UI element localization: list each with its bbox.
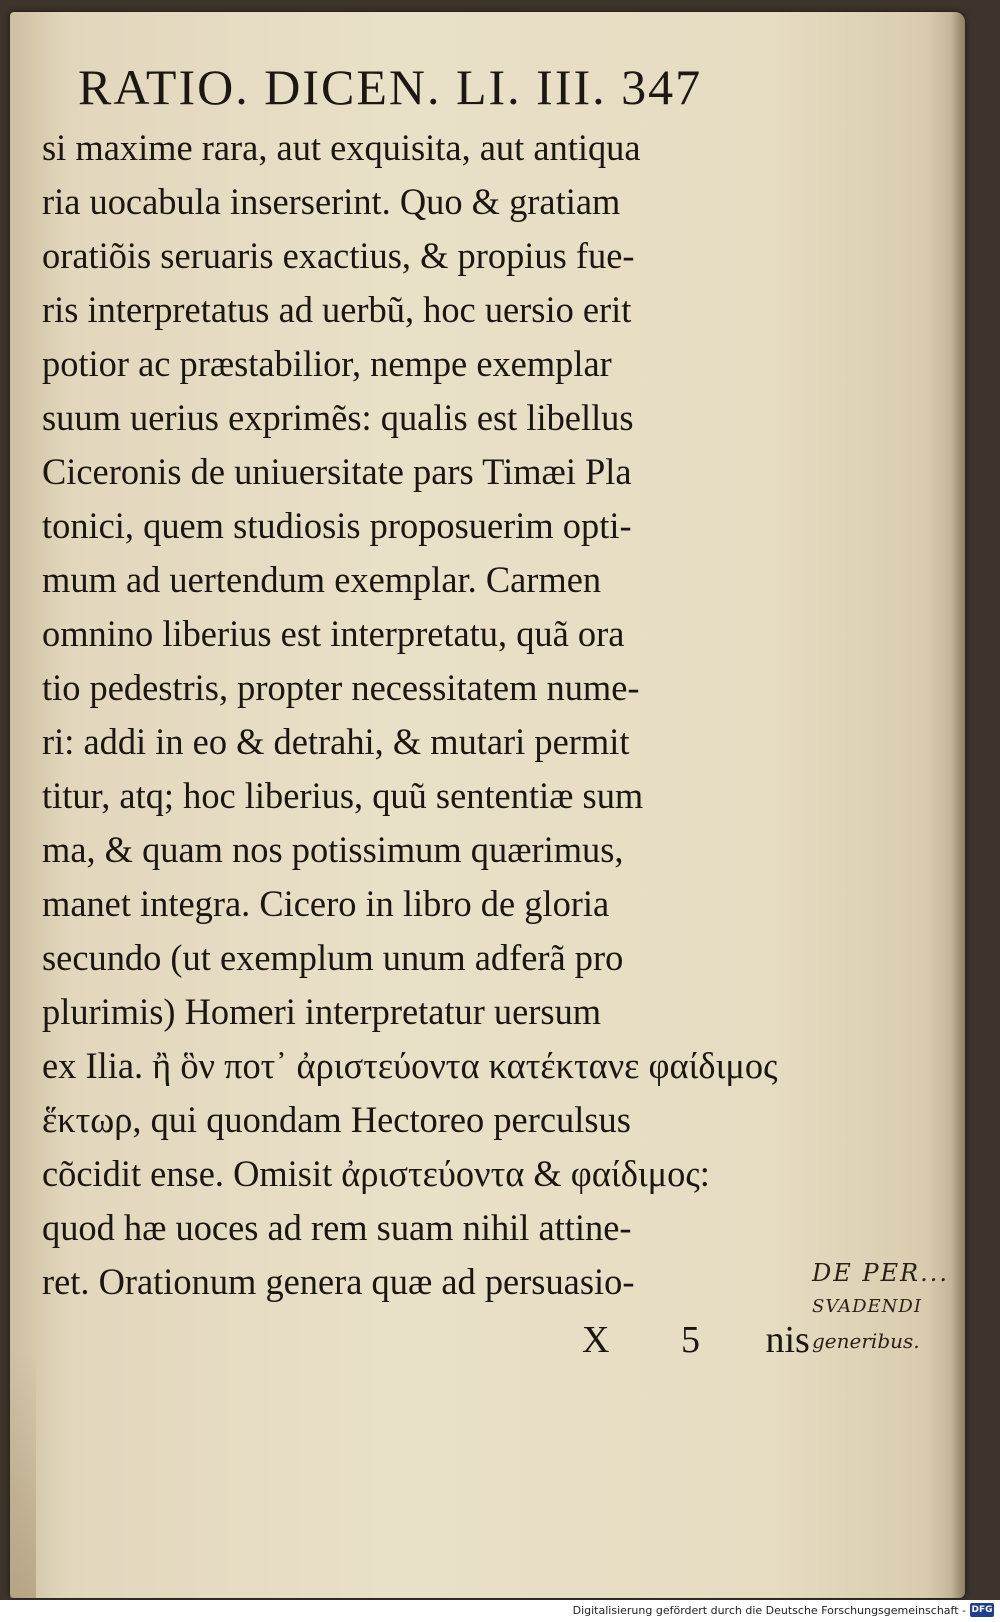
page-edge-shadow — [951, 12, 965, 1598]
text-line: ri: addi in eo & detrahi, & mutari permit — [42, 722, 630, 763]
text-line: ret. Orationum genera quæ ad persuasio- — [42, 1262, 635, 1303]
text-line: mum ad uertendum exemplar. Carmen — [42, 560, 602, 601]
marginal-note-line: DE PER... — [812, 1259, 950, 1287]
running-head: RATIO. DICEN. LI. III. 347 — [78, 59, 703, 115]
marginal-note — [812, 1256, 962, 1358]
text-line: potior ac præstabilior, nempe exemplar — [42, 344, 612, 385]
text-line: ἕκτωρ, qui quondam Hectoreo perculsus — [42, 1100, 631, 1141]
body-text — [42, 122, 802, 1310]
text-line: titur, atq; hoc liberius, quũ sententiæ sum — [42, 776, 644, 817]
page-stain — [10, 1352, 36, 1598]
dfg-logo: DFG — [971, 1605, 993, 1615]
marginal-note-line: SVADENDI — [812, 1296, 922, 1317]
text-line: cõcidit ense. Omisit ἀριστεύοντα & φαίδιμος: — [42, 1154, 710, 1195]
text-line: ex Ilia. ἢ ὃν ποτ᾽ ἀριστεύοντα κατέκτανε φαίδιμος — [42, 1046, 778, 1087]
text-line: tio pedestris, propter necessitatem nume- — [42, 668, 640, 709]
signature-number: 5 — [680, 1319, 700, 1361]
footer-credit: Digitalisierung gefördert durch die Deutsche Forschungsgemeinschaft - — [572, 1604, 966, 1617]
text-line: si maxime rara, aut exquisita, aut antiqua — [42, 128, 641, 169]
signature-line — [582, 1310, 812, 1370]
signature-mark: X — [582, 1319, 610, 1361]
marginal-note-line: generibus. — [812, 1329, 920, 1353]
text-line: plurimis) Homeri interpretatur uersum — [42, 992, 602, 1033]
text-line: Ciceronis de uniuersitate pars Timæi Pla — [42, 452, 632, 493]
catchword: nis — [765, 1319, 810, 1361]
text-line: quod hæ uoces ad rem suam nihil attine- — [42, 1208, 632, 1249]
text-line: ria uocabula inserserint. Quo & gratiam — [42, 182, 621, 223]
text-line: oratiõis seruaris exactius, & propius fue- — [42, 236, 635, 277]
text-line: ma, & quam nos potissimum quærimus, — [42, 830, 624, 871]
text-line: secundo (ut exemplum unum adferã pro — [42, 938, 624, 979]
text-line: tonici, quem studiosis proposuerim opti- — [42, 506, 632, 547]
text-line: ris interpretatus ad uerbũ, hoc uersio erit — [42, 290, 632, 331]
text-line: omnino liberius est interpretatu, quã ora — [42, 614, 625, 655]
text-line: manet integra. Cicero in libro de gloria — [42, 884, 610, 925]
text-line: suum uerius exprimẽs: qualis est libellus — [42, 398, 634, 439]
